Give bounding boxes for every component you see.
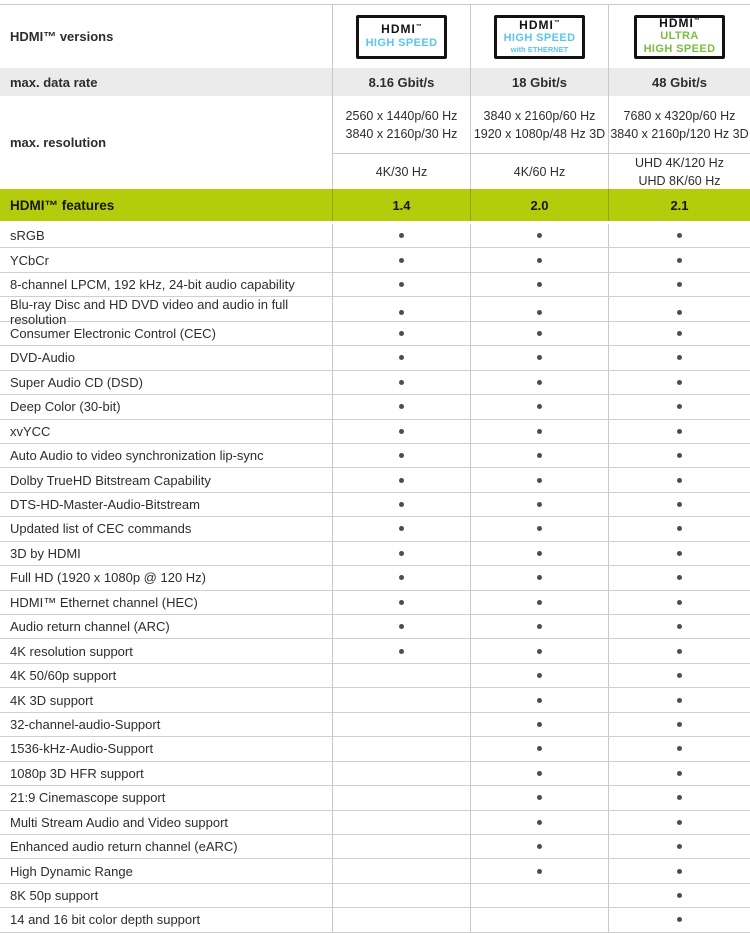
support-dot (537, 355, 542, 360)
feature-row (0, 639, 750, 663)
resolution-primary-cell: 3840 x 2160p/60 Hz 1920 x 1080p/48 Hz 3D (471, 96, 608, 154)
feature-support-cell (470, 737, 608, 760)
data-rate-value: 18 Gbit/s (470, 68, 608, 96)
resolution-row (0, 96, 750, 189)
feature-row (0, 371, 750, 395)
feature-support-cell (332, 688, 470, 711)
support-dot (677, 551, 682, 556)
feature-support-cell (608, 493, 750, 516)
feature-support-cell (332, 542, 470, 565)
support-dot (537, 282, 542, 287)
support-dot (677, 624, 682, 629)
data-rate-value: 48 Gbit/s (608, 68, 750, 96)
feature-support-cell (470, 517, 608, 540)
badge-subline: with ETHERNET (510, 45, 569, 55)
feature-label: Deep Color (30-bit) (10, 399, 121, 415)
support-dot (677, 233, 682, 238)
support-dot (677, 478, 682, 483)
hdmi-high-speed-ethernet-badge (494, 15, 586, 59)
feature-support-cell (470, 664, 608, 687)
support-dot (677, 698, 682, 703)
feature-support-cell (332, 786, 470, 809)
support-dot (677, 453, 682, 458)
feature-row (0, 591, 750, 615)
feature-support-cell (332, 884, 470, 907)
feature-support-cell (470, 639, 608, 662)
feature-support-cell (608, 639, 750, 662)
feature-label: xvYCC (10, 423, 51, 439)
feature-row (0, 786, 750, 810)
versions-row (0, 5, 750, 68)
feature-support-cell (608, 517, 750, 540)
feature-support-cell (332, 322, 470, 345)
support-dot (399, 600, 404, 605)
support-dot (399, 310, 404, 315)
support-dot (537, 526, 542, 531)
support-dot (677, 820, 682, 825)
feature-support-cell (608, 444, 750, 467)
feature-label: 4K 50/60p support (10, 668, 117, 684)
feature-row (0, 420, 750, 444)
feature-label: YCbCr (10, 252, 50, 268)
support-dot (677, 649, 682, 654)
support-dot (537, 453, 542, 458)
hdmi-logo: HDMI™ (381, 22, 422, 37)
support-dot (537, 380, 542, 385)
support-dot (399, 453, 404, 458)
version-number: 1.4 (332, 189, 470, 221)
features-section (0, 224, 750, 933)
support-dot (537, 404, 542, 409)
resolution-secondary-cell: 4K/60 Hz (513, 164, 566, 179)
feature-support-cell (608, 859, 750, 882)
feature-label: 1536-kHz-Audio-Support (10, 741, 154, 757)
feature-support-cell (332, 591, 470, 614)
support-dot (537, 258, 542, 263)
badge-cell-hdmi-2-0 (470, 5, 608, 68)
feature-row (0, 444, 750, 468)
feature-row (0, 517, 750, 541)
feature-row (0, 664, 750, 688)
feature-label: Super Audio CD (DSD) (10, 374, 143, 390)
feature-support-cell (470, 420, 608, 443)
feature-label: DVD-Audio (10, 350, 76, 366)
support-dot (677, 575, 682, 580)
feature-support-cell (608, 908, 750, 931)
resolution-primary-cell: 7680 x 4320p/60 Hz 3840 x 2160p/120 Hz 3D (609, 96, 750, 154)
feature-support-cell (470, 322, 608, 345)
support-dot (677, 429, 682, 434)
feature-row (0, 811, 750, 835)
resolution-secondary-cell: UHD 4K/120 Hz UHD 8K/60 Hz (635, 155, 724, 188)
support-dot (399, 624, 404, 629)
feature-support-cell (470, 786, 608, 809)
feature-support-cell (608, 371, 750, 394)
support-dot (537, 624, 542, 629)
support-dot (537, 869, 542, 874)
feature-support-cell (332, 224, 470, 247)
feature-support-cell (332, 566, 470, 589)
feature-support-cell (608, 664, 750, 687)
feature-support-cell (608, 688, 750, 711)
feature-support-cell (332, 737, 470, 760)
feature-row (0, 346, 750, 370)
feature-label: Multi Stream Audio and Video support (10, 814, 229, 830)
feature-label: Updated list of CEC commands (10, 521, 192, 537)
feature-support-cell (608, 591, 750, 614)
feature-support-cell (608, 395, 750, 418)
trademark-mark: ™ (415, 24, 422, 31)
feature-support-cell (332, 713, 470, 736)
feature-support-cell (470, 615, 608, 638)
support-dot (677, 526, 682, 531)
feature-support-cell (608, 786, 750, 809)
support-dot (399, 575, 404, 580)
support-dot (677, 771, 682, 776)
support-dot (677, 404, 682, 409)
feature-support-cell (608, 420, 750, 443)
feature-support-cell (470, 542, 608, 565)
support-dot (399, 502, 404, 507)
support-dot (399, 331, 404, 336)
support-dot (537, 673, 542, 678)
feature-support-cell (608, 542, 750, 565)
hdmi-ultra-high-speed-badge (634, 15, 726, 59)
support-dot (537, 649, 542, 654)
feature-support-cell (470, 908, 608, 931)
support-dot (677, 258, 682, 263)
feature-support-cell (332, 346, 470, 369)
feature-support-cell (470, 371, 608, 394)
resolution-col-hdmi-2-1 (608, 96, 750, 189)
feature-row (0, 493, 750, 517)
hdmi-high-speed-badge (356, 15, 448, 59)
feature-label: 3D by HDMI (10, 545, 81, 561)
support-dot (677, 746, 682, 751)
feature-support-cell (470, 444, 608, 467)
feature-support-cell (608, 811, 750, 834)
resolution-primary-cell: 2560 x 1440p/60 Hz 3840 x 2160p/30 Hz (333, 96, 470, 154)
features-header-row (0, 189, 750, 221)
feature-support-cell (470, 273, 608, 296)
support-dot (399, 355, 404, 360)
feature-support-cell (608, 615, 750, 638)
feature-support-cell (332, 420, 470, 443)
feature-row (0, 468, 750, 492)
feature-label: 1080p 3D HFR support (10, 765, 144, 781)
support-dot (677, 722, 682, 727)
feature-support-cell (470, 762, 608, 785)
feature-label: Blu-ray Disc and HD DVD video and audio in full resolution (10, 297, 289, 328)
feature-support-cell (608, 468, 750, 491)
feature-label: Enhanced audio return channel (eARC) (10, 839, 238, 855)
support-dot (399, 233, 404, 238)
feature-row (0, 248, 750, 272)
feature-support-cell (608, 322, 750, 345)
support-dot (677, 844, 682, 849)
feature-label: Consumer Electronic Control (CEC) (10, 325, 216, 341)
support-dot (537, 820, 542, 825)
data-rate-value: 8.16 Gbit/s (332, 68, 470, 96)
feature-row (0, 566, 750, 590)
feature-row (0, 224, 750, 248)
support-dot (537, 429, 542, 434)
feature-support-cell (470, 248, 608, 271)
feature-row (0, 297, 750, 328)
feature-support-cell (470, 859, 608, 882)
feature-label: 8K 50p support (10, 888, 99, 904)
feature-label: HDMI™ Ethernet channel (HEC) (10, 594, 198, 610)
feature-label: 8-channel LPCM, 192 kHz, 24-bit audio capability (10, 277, 295, 293)
feature-label: 14 and 16 bit color depth support (10, 912, 201, 928)
support-dot (677, 331, 682, 336)
feature-support-cell (332, 248, 470, 271)
feature-support-cell (608, 835, 750, 858)
support-dot (399, 258, 404, 263)
support-dot (677, 893, 682, 898)
version-number: 2.0 (470, 189, 608, 221)
support-dot (399, 649, 404, 654)
support-dot (677, 355, 682, 360)
trademark-mark: ™ (693, 17, 700, 24)
feature-support-cell (608, 273, 750, 296)
feature-row (0, 322, 750, 346)
feature-label: 32-channel-audio-Support (10, 716, 161, 732)
feature-support-cell (608, 346, 750, 369)
feature-row (0, 688, 750, 712)
support-dot (399, 282, 404, 287)
feature-row (0, 542, 750, 566)
feature-row (0, 762, 750, 786)
feature-row (0, 908, 750, 932)
feature-support-cell (332, 859, 470, 882)
feature-support-cell (470, 224, 608, 247)
feature-label: Dolby TrueHD Bitstream Capability (10, 472, 211, 488)
hdmi-feature-comparison-table (0, 4, 750, 933)
feature-support-cell (332, 395, 470, 418)
support-dot (537, 551, 542, 556)
support-dot (677, 673, 682, 678)
support-dot (537, 771, 542, 776)
badge-cell-hdmi-1-4 (332, 5, 470, 68)
feature-support-cell (470, 835, 608, 858)
feature-support-cell (332, 835, 470, 858)
data-rate-label: max. data rate (10, 74, 98, 90)
feature-support-cell (332, 468, 470, 491)
feature-support-cell (470, 493, 608, 516)
feature-support-cell (332, 444, 470, 467)
feature-support-cell (470, 346, 608, 369)
feature-label: Full HD (1920 x 1080p @ 120 Hz) (10, 570, 207, 586)
support-dot (537, 331, 542, 336)
badge-line: HIGH SPEED (643, 43, 716, 56)
version-number: 2.1 (608, 189, 750, 221)
feature-support-cell (470, 566, 608, 589)
support-dot (537, 575, 542, 580)
support-dot (537, 502, 542, 507)
support-dot (677, 380, 682, 385)
feature-support-cell (332, 639, 470, 662)
support-dot (677, 869, 682, 874)
feature-support-cell (608, 884, 750, 907)
support-dot (677, 282, 682, 287)
badge-cell-hdmi-2-1 (608, 5, 750, 68)
feature-label: 21:9 Cinemascope support (10, 790, 166, 806)
badge-line: HIGH SPEED (503, 32, 576, 44)
feature-row (0, 395, 750, 419)
feature-support-cell (608, 713, 750, 736)
feature-support-cell (470, 811, 608, 834)
feature-support-cell (332, 908, 470, 931)
feature-row (0, 859, 750, 883)
support-dot (537, 310, 542, 315)
feature-support-cell (470, 688, 608, 711)
feature-label: Auto Audio to video synchronization lip-sync (10, 448, 264, 464)
badge-line: ULTRA (660, 29, 699, 42)
feature-support-cell (470, 468, 608, 491)
feature-support-cell (470, 395, 608, 418)
feature-support-cell (332, 517, 470, 540)
support-dot (537, 722, 542, 727)
feature-row (0, 737, 750, 761)
feature-support-cell (608, 224, 750, 247)
feature-support-cell (608, 762, 750, 785)
support-dot (537, 698, 542, 703)
feature-support-cell (470, 884, 608, 907)
support-dot (677, 310, 682, 315)
feature-support-cell (332, 493, 470, 516)
feature-label: Audio return channel (ARC) (10, 619, 170, 635)
feature-label: High Dynamic Range (10, 863, 133, 879)
support-dot (537, 746, 542, 751)
feature-support-cell (332, 664, 470, 687)
support-dot (537, 795, 542, 800)
support-dot (399, 478, 404, 483)
hdmi-logo: HDMI™ (519, 17, 560, 32)
feature-support-cell (332, 273, 470, 296)
feature-row (0, 835, 750, 859)
resolution-secondary-cell: 4K/30 Hz (375, 164, 428, 179)
feature-support-cell (608, 737, 750, 760)
feature-label: DTS-HD-Master-Audio-Bitstream (10, 497, 200, 513)
feature-support-cell (332, 762, 470, 785)
feature-support-cell (608, 566, 750, 589)
feature-support-cell (470, 713, 608, 736)
support-dot (537, 844, 542, 849)
data-rate-row (0, 68, 750, 96)
support-dot (399, 380, 404, 385)
support-dot (399, 404, 404, 409)
support-dot (399, 526, 404, 531)
support-dot (537, 600, 542, 605)
feature-label: 4K 3D support (10, 692, 94, 708)
support-dot (399, 429, 404, 434)
support-dot (677, 600, 682, 605)
resolution-label: max. resolution (10, 135, 107, 150)
support-dot (677, 502, 682, 507)
feature-row (0, 713, 750, 737)
features-header-label: HDMI™ features (10, 197, 115, 213)
trademark-mark: ™ (553, 19, 560, 26)
feature-row (0, 273, 750, 297)
resolution-col-hdmi-2-0 (470, 96, 608, 189)
support-dot (399, 551, 404, 556)
feature-row (0, 615, 750, 639)
feature-support-cell (470, 591, 608, 614)
feature-support-cell (608, 248, 750, 271)
hdmi-logo: HDMI™ (659, 15, 700, 30)
support-dot (677, 917, 682, 922)
support-dot (677, 795, 682, 800)
feature-support-cell (332, 615, 470, 638)
support-dot (537, 478, 542, 483)
feature-label: sRGB (10, 228, 45, 244)
resolution-col-hdmi-1-4 (332, 96, 470, 189)
feature-label: 4K resolution support (10, 643, 133, 659)
support-dot (537, 233, 542, 238)
feature-support-cell (332, 811, 470, 834)
versions-label: HDMI™ versions (10, 29, 114, 44)
feature-row (0, 884, 750, 908)
feature-support-cell (332, 371, 470, 394)
badge-line: HIGH SPEED (365, 36, 438, 49)
